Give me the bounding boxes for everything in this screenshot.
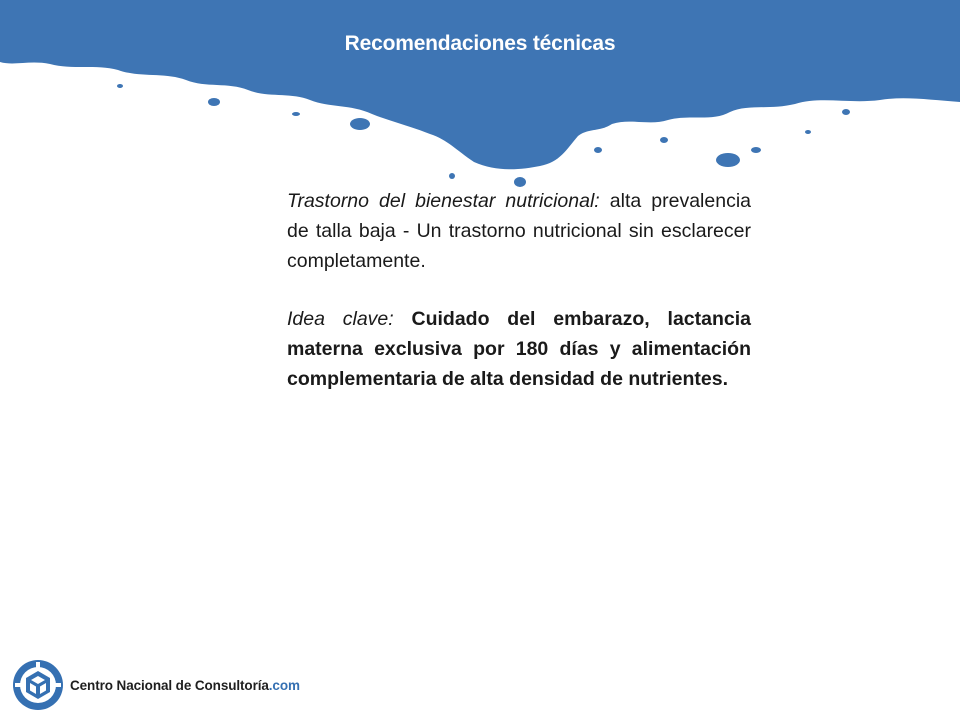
company-logo bbox=[12, 657, 300, 713]
paragraph-body: Cuidado del embarazo, lactancia materna exclusiva por 180 días y alimentación complementaria de alta densidad de nutrientes. bbox=[287, 308, 751, 390]
paragraph-lead: Trastorno del bienestar nutricional: bbox=[287, 190, 600, 212]
logo-wordmark bbox=[70, 678, 300, 693]
paragraph-key-idea bbox=[287, 304, 751, 394]
paragraph-body: alta prevalencia de talla baja - Un trastorno nutricional sin esclarecer completamente. bbox=[287, 190, 751, 272]
content-body bbox=[287, 186, 751, 422]
cube-logo-icon bbox=[12, 659, 64, 711]
paragraph-lead: Idea clave: bbox=[287, 308, 394, 330]
logo-suffix: .com bbox=[268, 677, 300, 693]
paragraph-nutritional-disorder bbox=[287, 186, 751, 276]
logo-name: Centro Nacional de Consultoría bbox=[70, 677, 269, 693]
header-paint-splash bbox=[0, 0, 960, 200]
slide-title: Recomendaciones técnicas bbox=[344, 32, 616, 55]
